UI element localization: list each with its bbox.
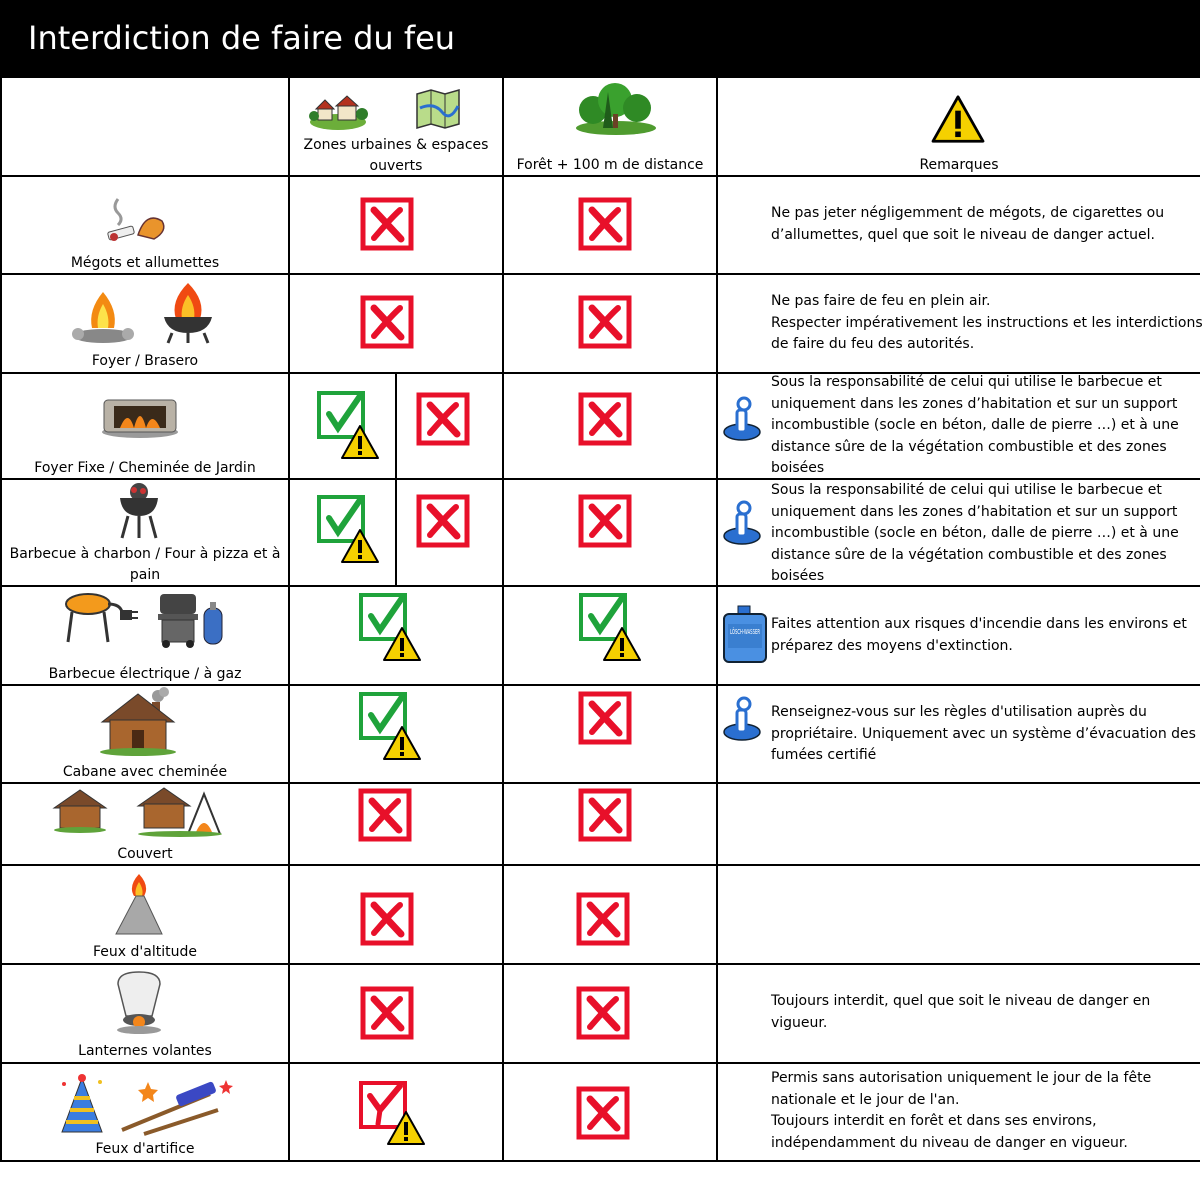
- forbidden-icon: [578, 295, 632, 349]
- info-icon: [722, 396, 762, 442]
- row-divider: [0, 963, 1200, 965]
- sky-lantern-icon: [112, 970, 166, 1036]
- party-hat-icon: [52, 1072, 112, 1138]
- forbidden-icon: [576, 986, 630, 1040]
- village-icon: [308, 90, 368, 130]
- info-icon: [722, 500, 762, 546]
- forbidden-icon: [360, 295, 414, 349]
- electric-grill-icon: [62, 590, 138, 646]
- remark-text: Sous la responsabilité de celui qui utilise le barbecue et uniquement dans les zones d’habitation et sur un support incombustible (socle en béton, dalle de pierre …) et à une distance sûre de la végétation combustible et des zones boisées: [771, 374, 1179, 476]
- column-divider: [716, 76, 718, 1162]
- allowed-with-caution-icon: [578, 592, 642, 662]
- allowed-with-caution-icon: [358, 592, 422, 662]
- row-label: Barbecue à charbon / Four à pizza et à pain: [9, 546, 281, 583]
- rocket-icon: [118, 1074, 236, 1140]
- remark-text: Toujours interdit, quel que soit le niveau de danger en vigueur.: [771, 993, 1151, 1031]
- header-remarks: Remarques: [919, 157, 999, 173]
- split-divider: [395, 372, 397, 587]
- title-bar: [0, 0, 1200, 76]
- remark-text: Permis sans autorisation uniquement le jour de la fête nationale et le jour de l'an. Toujours interdit en forêt et dans ses environs, indépendamment du niveau de danger en vigueur.: [771, 1070, 1152, 1151]
- forbidden-icon: [360, 197, 414, 251]
- charcoal-grill-icon: [116, 482, 162, 540]
- forbidden-icon: [576, 1086, 630, 1140]
- forbidden-icon: [578, 197, 632, 251]
- row-label: Couvert: [117, 846, 173, 862]
- page-title: Interdiction de faire du feu: [28, 19, 456, 57]
- cigarette-match-icon: [104, 195, 170, 245]
- shelter-campfire-icon: [136, 786, 226, 838]
- row-label: Cabane avec cheminée: [62, 764, 228, 780]
- remark-text: Renseignez-vous sur les règles d'utilisation auprès du propriétaire. Uniquement avec un système d’évacuation des fumées certifié: [771, 704, 1196, 763]
- row-divider: [0, 76, 1200, 78]
- allowed-with-caution-icon: [316, 494, 380, 564]
- forbidden-icon: [360, 986, 414, 1040]
- row-label: Foyer Fixe / Cheminée de Jardin: [34, 460, 256, 476]
- remark-text: Ne pas faire de feu en plein air. Respecter impérativement les instructions et les interdictions de faire du feu des autorités.: [771, 293, 1203, 352]
- forest-icon: [575, 80, 657, 136]
- header-urban: Zones urbaines & espaces ouverts: [303, 137, 489, 174]
- restricted-with-caution-icon: [358, 1080, 428, 1146]
- campfire-icon: [70, 288, 136, 344]
- column-divider: [0, 76, 2, 1162]
- warning-icon: [930, 94, 986, 144]
- canister-label: LÖSCH-WASSER: [730, 628, 786, 636]
- map-icon: [414, 88, 462, 130]
- header-forest: Forêt + 100 m de distance: [516, 157, 704, 173]
- mountain-fire-icon: [114, 872, 164, 938]
- remark-text: Ne pas jeter négligemment de mégots, de cigarettes ou d’allumettes, quel que soit le niveau de danger actuel.: [771, 205, 1165, 243]
- row-label: Mégots et allumettes: [70, 255, 220, 271]
- forbidden-icon: [578, 691, 632, 745]
- row-label: Lanternes volantes: [78, 1043, 212, 1059]
- forbidden-icon: [578, 392, 632, 446]
- forbidden-icon: [416, 494, 470, 548]
- brazier-icon: [160, 281, 216, 345]
- allowed-with-caution-icon: [358, 691, 422, 761]
- garden-fireplace-icon: [100, 392, 180, 438]
- shelter-icon: [52, 788, 108, 834]
- cabin-icon: [98, 688, 178, 756]
- forbidden-icon: [358, 788, 412, 842]
- allowed-with-caution-icon: [316, 390, 380, 460]
- forbidden-icon: [578, 494, 632, 548]
- gas-grill-icon: [156, 590, 226, 648]
- column-divider: [288, 76, 290, 1162]
- remark-text: Sous la responsabilité de celui qui utilise le barbecue et uniquement dans les zones d’habitation et sur un support incombustible (socle en béton, dalle de pierre …) et à une distance sûre de la végétation combustible et des zones boisées: [771, 482, 1179, 584]
- row-divider: [0, 1062, 1200, 1064]
- forbidden-icon: [578, 788, 632, 842]
- info-icon: [722, 696, 762, 742]
- remark-text: Faites attention aux risques d'incendie dans les environs et préparez des moyens d'extinction.: [771, 616, 1187, 654]
- row-label: Barbecue électrique / à gaz: [48, 666, 242, 682]
- forbidden-icon: [360, 892, 414, 946]
- water-canister-icon: [722, 606, 786, 664]
- row-label: Feux d'artifice: [95, 1141, 195, 1157]
- row-divider: [0, 1160, 1200, 1162]
- row-label: Foyer / Brasero: [91, 353, 199, 369]
- row-label: Feux d'altitude: [93, 944, 197, 960]
- forbidden-icon: [416, 392, 470, 446]
- forbidden-icon: [576, 892, 630, 946]
- column-divider: [502, 76, 504, 1162]
